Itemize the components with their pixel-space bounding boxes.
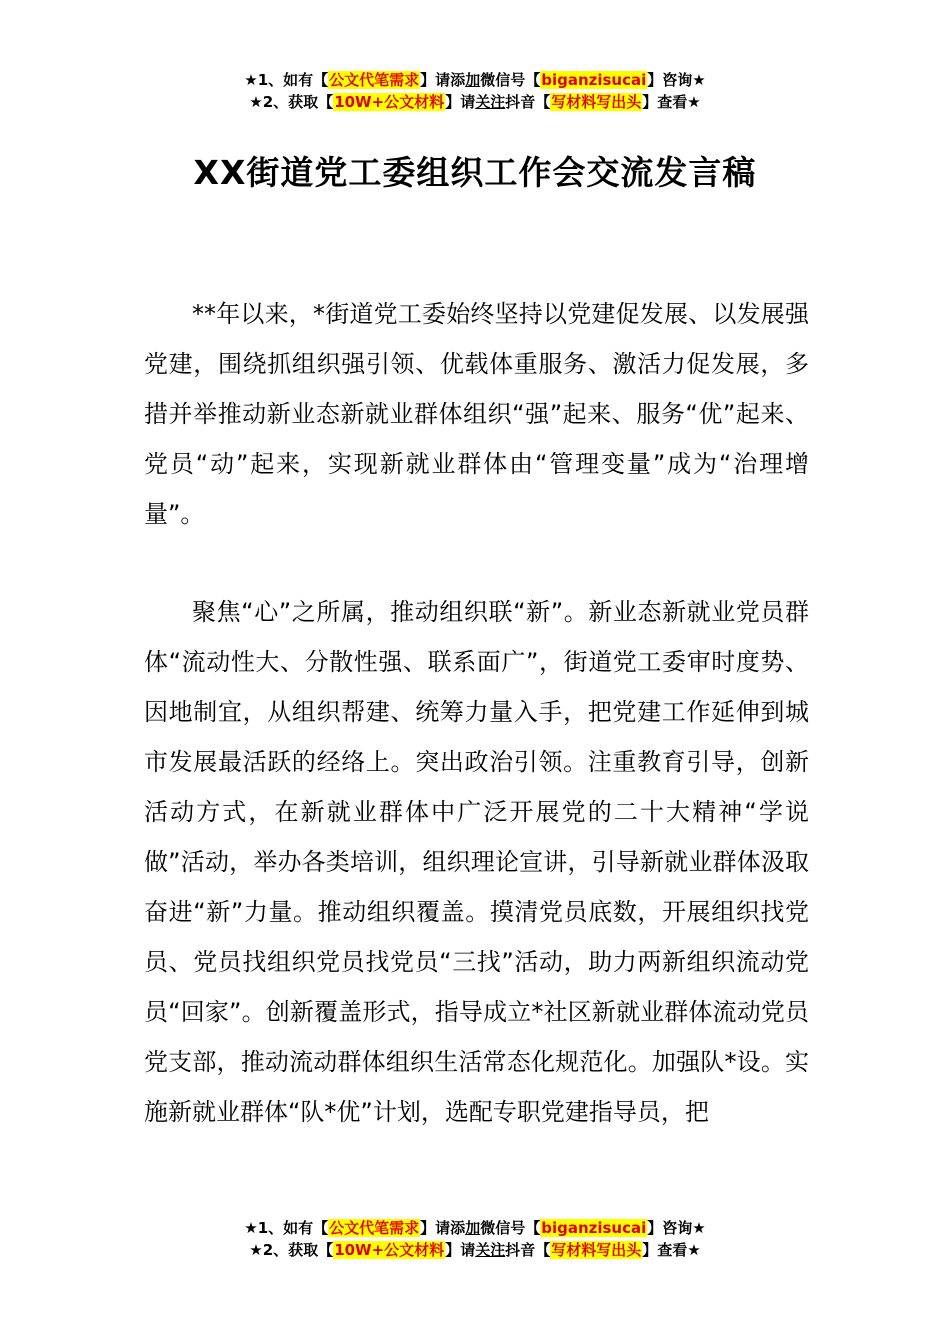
banner-line2-prefix: ★2、获取【 bbox=[249, 93, 334, 111]
banner-line2-emphasis: 关注 bbox=[475, 93, 506, 111]
banner-line1-highlight-wechat: biganzisucai bbox=[541, 71, 647, 89]
banner-line-2 bbox=[0, 91, 950, 113]
footer-line1-emphasis: 加 bbox=[465, 1219, 481, 1237]
footer-line-2 bbox=[0, 1239, 950, 1261]
footer-line1-suffix: 】咨询★ bbox=[647, 1219, 706, 1237]
document-title: XX街道党工委组织工作会交流发言稿 bbox=[193, 153, 757, 192]
footer-line2-highlight-materials: 10W+公文材料 bbox=[334, 1241, 445, 1259]
footer-banner bbox=[0, 1217, 950, 1261]
banner-line2-middle1: 】请 bbox=[445, 93, 476, 111]
banner-line-1 bbox=[0, 69, 950, 91]
footer-line1-middle2: 微信号【 bbox=[480, 1219, 541, 1237]
banner-line1-prefix: ★1、如有【 bbox=[244, 71, 329, 89]
footer-line2-middle2: 抖音【 bbox=[505, 1241, 551, 1259]
footer-line2-suffix: 】查看★ bbox=[642, 1241, 701, 1259]
banner-line1-middle2: 微信号【 bbox=[480, 71, 541, 89]
paragraph-intro: **年以来，*街道党工委始终坚持以党建促发展、以发展强党建，围绕抓组织强引领、优载体重服务、激活力促发展，多措并举推动新业态新就业群体组织“强”起来、服务“优”起来、党员“动”起来，实现新就业群体由“管理变量”成为“治理增量”。 bbox=[144, 300, 809, 528]
banner-line2-highlight-douyin: 写材料写出头 bbox=[551, 93, 642, 111]
banner-line1-emphasis: 加 bbox=[465, 71, 481, 89]
footer-line2-middle1: 】请 bbox=[445, 1241, 476, 1259]
footer-line-1 bbox=[0, 1217, 950, 1239]
banner-line2-middle2: 抖音【 bbox=[505, 93, 551, 111]
footer-line1-highlight-service: 公文代笔需求 bbox=[329, 1219, 420, 1237]
header-banner bbox=[0, 69, 950, 113]
banner-line1-suffix: 】咨询★ bbox=[647, 71, 706, 89]
banner-line1-highlight-service: 公文代笔需求 bbox=[329, 71, 420, 89]
footer-line1-highlight-wechat: biganzisucai bbox=[541, 1219, 647, 1237]
footer-line2-highlight-douyin: 写材料写出头 bbox=[551, 1241, 642, 1259]
footer-line2-prefix: ★2、获取【 bbox=[249, 1241, 334, 1259]
footer-line1-middle1: 】请添 bbox=[420, 1219, 466, 1237]
footer-line1-prefix: ★1、如有【 bbox=[244, 1219, 329, 1237]
banner-line2-highlight-materials: 10W+公文材料 bbox=[334, 93, 445, 111]
banner-line1-middle1: 】请添 bbox=[420, 71, 466, 89]
footer-line2-emphasis: 关注 bbox=[475, 1241, 506, 1259]
paragraph-organization: 聚焦“心”之所属，推动组织联“新”。新业态新就业党员群体“流动性大、分散性强、联系面广”，街道党工委审时度势、因地制宜，从组织帮建、统筹力量入手，把党建工作延伸到城市发展最活跃的经络上。突出政治引领。注重教育引导，创新活动方式，在新就业群体中广泛开展党的二十大精神“学说做”活动，举办各类培训，组织理论宣讲，引导新就业群体汲取奋进“新”力量。推动组织覆盖。摸清党员底数，开展组织找党员、党员找组织党员找党员“三找”活动，助力两新组织流动党员“回家”。创新覆盖形式，指导成立*社区新就业群体流动党员党支部，推动流动群体组织生活常态化规范化。加强队*设。实施新就业群体“队*优”计划，选配专职党建指导员，把 bbox=[144, 598, 809, 1126]
banner-line2-suffix: 】查看★ bbox=[642, 93, 701, 111]
